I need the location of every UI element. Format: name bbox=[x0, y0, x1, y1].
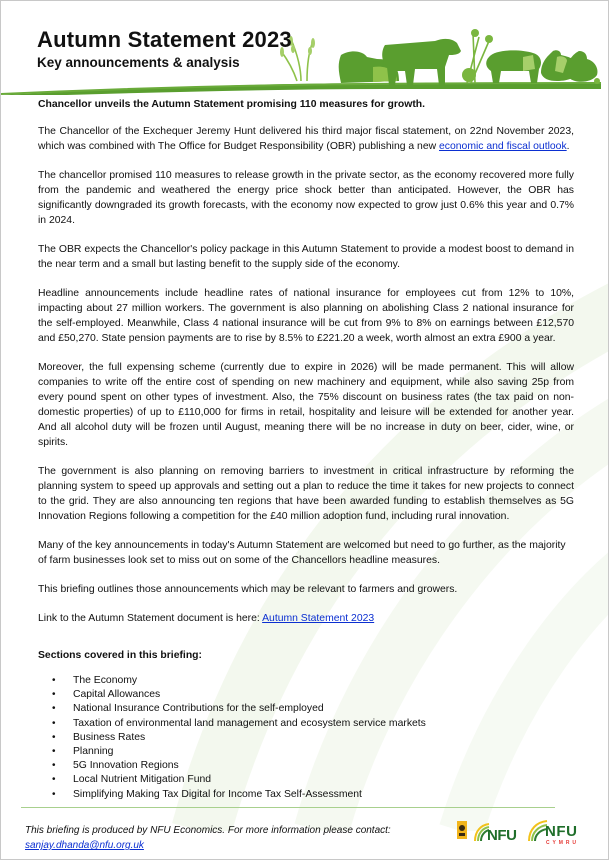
contact-email-link[interactable]: sanjay.dhanda@nfu.org.uk bbox=[25, 840, 144, 851]
autumn-statement-link[interactable]: Autumn Statement 2023 bbox=[262, 613, 375, 624]
list-item bbox=[52, 745, 574, 759]
nfu-logos bbox=[455, 817, 605, 847]
footer-credit-text: This briefing is produced by NFU Economics. For more information please contact: bbox=[25, 825, 391, 836]
bullet-icon: • bbox=[52, 731, 56, 743]
svg-text:CYMRU: CYMRU bbox=[546, 840, 576, 846]
list-item bbox=[52, 702, 574, 716]
economic-fiscal-outlook-link[interactable]: economic and fiscal outlook bbox=[439, 141, 567, 152]
paragraph-obr: The OBR expects the Chancellor's policy package in this Autumn Statement to provide a modest boost to demand in the near term and a small but lasting benefit to the supply side of the economy. bbox=[38, 244, 574, 270]
nfu-cymru-logo-icon bbox=[529, 821, 577, 846]
list-item bbox=[52, 717, 574, 731]
list-item-label: National Insurance Contributions for the self-employed bbox=[73, 703, 324, 715]
paragraph-farm-impact: Many of the key announcements in today's Autumn Statement are welcomed but need to go further, as the majority of farm businesses look set to miss out on some of the Chancellors headline measures. bbox=[38, 540, 566, 566]
bullet-icon: • bbox=[52, 675, 56, 686]
lead-heading: Chancellor unveils the Autumn Statement promising 110 measures for growth. bbox=[38, 99, 426, 110]
footer-divider bbox=[21, 807, 555, 808]
bullet-icon: • bbox=[52, 788, 56, 800]
list-item-label: Planning bbox=[73, 745, 114, 757]
list-item bbox=[52, 731, 574, 745]
paragraph-expensing: Moreover, the full expensing scheme (currently due to expire in 2026) will be made permanent. This will allow companies to write off the entire cost of spending on new machinery and equipment, while also saving 25p from every pound spent on other types of investment. Also, the 75% discount on business rates (the tax paid on non-domestic properties) of up to £110,000 for firms in retail, hospitality and leisure will be extended for another year. And all alcohol duty will be frozen until August, meaning there will be no increase in duty on beer, cider, wine, or spirits. bbox=[38, 362, 574, 448]
paragraph-link-text: Link to the Autumn Statement document is here: bbox=[38, 613, 263, 624]
svg-text:NFU: NFU bbox=[545, 823, 577, 840]
svg-text:NFU: NFU bbox=[487, 827, 517, 844]
footer-credit bbox=[25, 823, 391, 853]
list-item bbox=[52, 788, 574, 802]
paragraph-infrastructure: The government is also planning on removing barriers to investment in critical infrastructure by reforming the planning system to speed up approvals and setting out a plan to reduce the time it takes for new projects to connect to the grid. They are also announcing ten regions that have been awarded funding to establish themselves as 5G Innovation Regions following a competition for the £40 million adoption fund, including rural innovation. bbox=[38, 466, 574, 522]
paragraph-intro-text: The Chancellor of the Exchequer Jeremy Hunt delivered his third major fiscal statement, on 22nd November 2023, which was combined with The Office for Budget Responsibility (OBR) publishing a new bbox=[38, 126, 574, 152]
list-item bbox=[52, 759, 574, 773]
document-body bbox=[38, 97, 574, 802]
bullet-icon: • bbox=[52, 689, 56, 701]
paragraph-intro bbox=[38, 124, 574, 154]
list-item-label: Local Nutrient Mitigation Fund bbox=[73, 774, 212, 786]
paragraph-national-insurance: Headline announcements include headline rates of national insurance for employees cut from 12% to 10%, impacting about 27 million workers. The government is also planning on abolishing Class 2 national insurance for the self-employed. Meanwhile, Class 4 national insurance will be cut from 9% to 8% on earnings between £12,570 and £50,270. State pension payments are to rise by 8.5% to £221.20 a week, worth almost an extra £900 a year. bbox=[38, 288, 574, 344]
paragraph-link bbox=[38, 611, 574, 626]
bullet-icon: • bbox=[52, 745, 56, 757]
list-item bbox=[52, 773, 574, 787]
list-item-label: 5G Innovation Regions bbox=[73, 760, 179, 772]
sections-list bbox=[38, 674, 574, 802]
sections-heading: Sections covered in this briefing: bbox=[38, 650, 202, 661]
list-item-label: Capital Allowances bbox=[73, 689, 161, 701]
paragraph-growth: The chancellor promised 110 measures to release growth in the private sector, as the economy recovered more fully from the pandemic and weathered the energy price shock better than anticipated. However, the OBR has significantly downgraded its growth forecasts, with the economy now expected to grow just 0.6% this year and 0.7% in 2024. bbox=[38, 170, 574, 226]
paragraph-intro-end: . bbox=[566, 141, 570, 152]
paragraph-briefing-scope: This briefing outlines those announcements which may be relevant to farmers and growers. bbox=[38, 584, 458, 595]
bullet-icon: • bbox=[52, 703, 56, 715]
royal-crest-icon bbox=[457, 821, 467, 839]
document-header bbox=[1, 1, 608, 93]
bullet-icon: • bbox=[52, 717, 56, 729]
list-item-label: Business Rates bbox=[73, 731, 146, 743]
bullet-icon: • bbox=[52, 774, 56, 786]
list-item-label: The Economy bbox=[73, 675, 138, 686]
list-item-label: Simplifying Making Tax Digital for Income Tax Self-Assessment bbox=[73, 788, 362, 800]
list-item bbox=[52, 688, 574, 702]
list-item bbox=[52, 674, 574, 688]
farm-animals-banner-icon bbox=[1, 11, 609, 95]
page-title: Autumn Statement 2023 bbox=[37, 27, 292, 52]
bullet-icon: • bbox=[52, 760, 56, 772]
page-subtitle: Key announcements & analysis bbox=[37, 55, 240, 70]
nfu-logo-icon bbox=[475, 824, 517, 844]
list-item-label: Taxation of environmental land management and ecosystem service markets bbox=[73, 717, 426, 729]
